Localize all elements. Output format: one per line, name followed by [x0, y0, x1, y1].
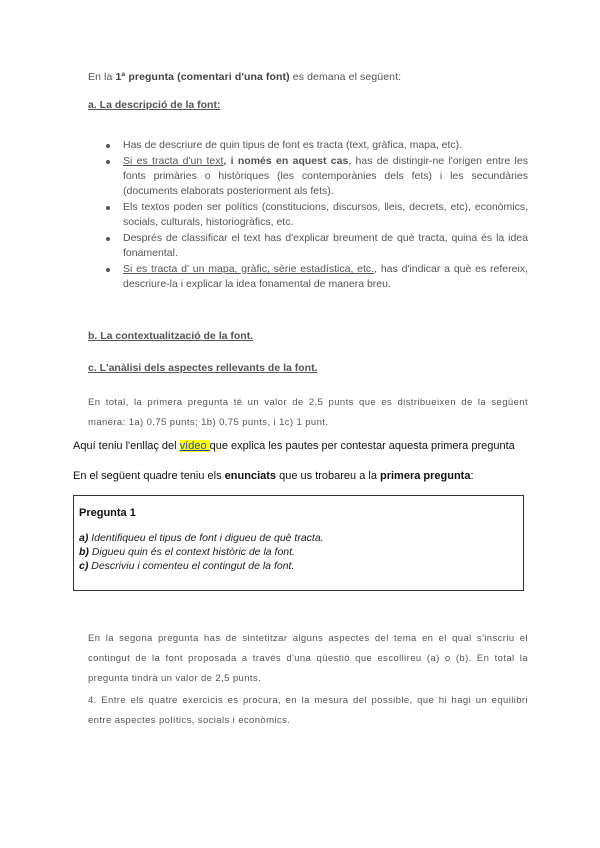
question-box: [73, 495, 524, 591]
item-text: Descriviu i comenteu el contingut de la font.: [88, 560, 295, 572]
video-link-line: [73, 439, 543, 454]
bullet-item: [88, 138, 528, 153]
item-label: c): [79, 560, 89, 572]
section-a-heading: a. La descripció de la font:: [88, 99, 221, 111]
intro-prefix: En la: [88, 71, 116, 83]
bullet-text: , has de distingir-ne l'origen entre les fonts primàries o històriques (les contemporànies dels fets) i les secundàries (documents elaborats posteriorment als fets).: [123, 155, 528, 197]
item-text: Identifiqueu el tipus de font i digueu de què tracta.: [88, 532, 324, 544]
item-label: b): [79, 546, 89, 558]
bullet-text: , has d'indicar a què es refereix, descriure-la i explicar la idea fonamental de manera breu.: [123, 263, 528, 290]
second-question-paragraph: En la segona pregunta has de sintetitzar alguns aspectes del tema en el qual s'inscriu el contingut de la font proposada a través d'una qüestió que escollireu (a) o (b). En total la pregunta tindrà un valor de 2,5 punts.: [88, 633, 528, 684]
bullet-icon: [106, 160, 110, 164]
table-intro-before: En el següent quadre teniu els: [73, 470, 225, 482]
bullet-icon: [106, 144, 110, 148]
bullet-text: Has de descriure de quin tipus de font es tracta (text, gràfica, mapa, etc).: [123, 139, 463, 151]
table-intro-middle: que us trobareu a la: [276, 470, 380, 482]
bullet-item: [88, 231, 528, 261]
item-label: a): [79, 532, 89, 544]
scoring-paragraph: En total, la primera pregunta té un valor de 2,5 punts que es distribueixen de la següent manera: 1a) 0,75 punts; 1b) 0,75 punts, i 1c) 1 punt.: [88, 397, 528, 428]
bullet-item: [88, 262, 528, 292]
enunciats-bold: enunciats: [224, 470, 277, 482]
link-line-before: Aquí teniu l'enllaç del: [73, 440, 180, 452]
intro-bold: 1ª pregunta (comentari d'una font): [115, 71, 290, 83]
bullet-text: Després de classificar el text has d'explicar breument de què tracta, quina és la idea fonamental.: [123, 232, 528, 259]
table-intro-line: [73, 469, 543, 484]
bullet-underlined: Si es tracta d' un mapa, gràfic, sèrie estadística, etc.: [123, 263, 375, 275]
bullet-underlined: Si es tracta d'un text: [123, 155, 224, 167]
video-link[interactable]: vídeo: [179, 440, 210, 452]
bullet-icon: [106, 268, 110, 272]
question-box-title: Pregunta 1: [79, 507, 136, 519]
bullet-icon: [106, 206, 110, 210]
point-4-paragraph: 4. Entre els quatre exercicis es procura, en la mesura del possible, que hi hagi un equilibri entre aspectes polítics, socials i econòmics.: [88, 695, 528, 726]
table-intro-after: :: [470, 470, 474, 482]
bullet-item: [88, 154, 528, 199]
question-item-b: [79, 545, 295, 559]
bullet-bold: , i només en aquest cas: [223, 155, 349, 167]
primera-pregunta-bold: primera pregunta: [380, 470, 471, 482]
section-b-heading: b. La contextualització de la font.: [88, 330, 254, 342]
section-c-heading: c. L'anàlisi dels aspectes rellevants de la font.: [88, 362, 318, 374]
intro-suffix: es demana el següent:: [289, 71, 402, 83]
description-bullet-list: [88, 138, 528, 293]
bullet-text: Els textos poden ser polítics (constitucions, discursos, lleis, decrets, etc), econòmics, socials, culturals, historiogràfics, etc.: [123, 201, 528, 228]
item-text: Digueu quin és el context històric de la font.: [88, 546, 295, 558]
question-item-a: [79, 531, 324, 545]
bullet-icon: [106, 237, 110, 241]
question-item-c: [79, 559, 294, 573]
intro-paragraph: [88, 70, 528, 85]
bullet-item: [88, 200, 528, 230]
link-line-after: que explica les pautes per contestar aquesta primera pregunta: [209, 440, 515, 452]
